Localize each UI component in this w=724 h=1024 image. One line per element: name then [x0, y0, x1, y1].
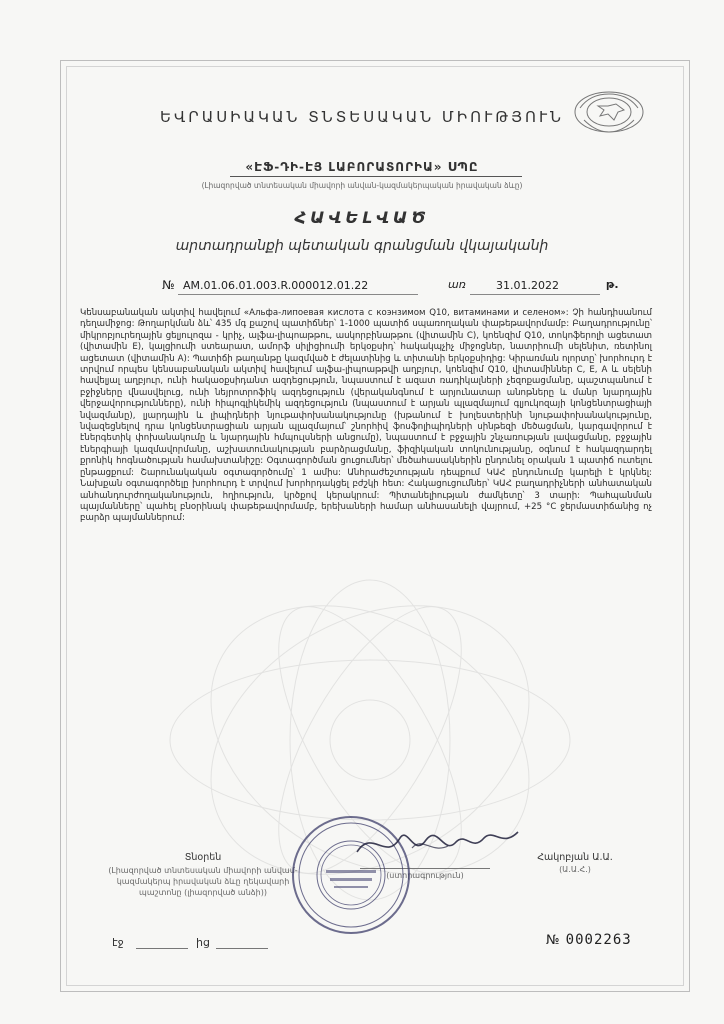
eaeu-emblem-icon	[570, 86, 648, 138]
signatory-name: Հակոբյան Ա.Ա.	[537, 852, 613, 863]
page-counter-prefix: էջ	[112, 936, 124, 949]
page-counter-blank-2	[216, 948, 268, 949]
form-number-sign: №	[546, 933, 561, 948]
laboratory-name-caption: (Լիազորված տնտեսական միավորի անվան-կազմակերպական իրավական ձևը)	[201, 181, 523, 190]
page-counter-mid: ից	[196, 936, 210, 949]
laboratory-name: «ԷՖ-ԴԻ-ԷՅ ԼԱԲՈՐԱՏՈՐԻԱ» ՍՊԸ	[245, 160, 479, 174]
signatory-caption: (Ա.Ա.Հ.)	[559, 865, 591, 874]
registration-number: AM.01.06.01.003.R.000012.01.22	[183, 279, 369, 292]
laboratory-name-underline	[230, 176, 522, 177]
document-title: ՀԱՎԵԼՎԱԾ	[294, 208, 430, 227]
union-name: ԵՎՐԱՍԻԱԿԱՆ ՏՆՏԵՍԱԿԱՆ ՄԻՈՒԹՅՈՒՆ	[160, 108, 564, 126]
handwritten-signature-icon	[352, 818, 522, 868]
signature-caption: (ստորագրություն)	[386, 871, 464, 880]
form-number-value: 0002263	[565, 932, 632, 948]
director-caption: (Լիազորված տնտեսական միավորի անվամ-կազմակերպ իրավական ձևը ղեկավարի պաշտոնը (լիազորված անձի))	[108, 866, 298, 897]
registration-number-row	[0, 278, 724, 298]
number-sign: №	[162, 278, 175, 292]
registration-date-underline	[470, 294, 600, 295]
registration-date: 31.01.2022	[496, 279, 559, 292]
product-description: Կենսաբանական ակտիվ հավելում «Альфа-липоевая кислота с коэнзимом Q10, витаминами и селеном»: Չի հանդիսանում դեղամիջոց: Թողարկման ձև՝ 435 մգ քաշով պատիճներ՝ 1-1000 պատիճ սպառողական փաթեթավորմամբ: Բաղադրությունը՝ միկրոբյուրեղային ցելյուլոզա - կրիչ, ալֆա-լիպոաթթու, ասկորբինաթթու (վիտամին C), կոենզիմ Q10, տոկոֆերոլի ացետատ (վիտամին E), կալցիումի ստեարատ, ամորֆ սիլիցիումի երկօքսիդ՝ հակակպչիչ միջոցներ, նատրիումի սելենիտ, ռետինոլ ացետատ (վիտամին A): Պատիճի թաղանթը կազմված է ժելատինից և տիտանի երկօքսիդից: Կիրառման ոլորտը՝ խորհուրդ է տրվում որպես կենսաբանական ակտիվ հավելում ալֆա-լիպոաթթվի աղբյուր, կոենզիմ Q10, վիտամիններ C, E, A և սելենի հավելյալ աղբյուր, ունի հակաօքսիդանտ ազդեցություն, նպաստում է ազատ ռադիկալների չեզոքացմանը, պաշտպանում է բջիջները վնասվելուց, ունի նեյրոտրոֆիկ ազդեցություն (վերականգնում է արյունատար անոթները և մանր նյարդային վերջավորությունները), ունի հիպոգլիկեմիկ ազդեցություն (նպաստում է արյան պլազմայում գլյուկոզայի կոնցենտրացիայի նվազմանը), լյարդային և լիպիդների նյութափոխանակությունը (խթանում է խոլեստերինի նյութափոխանակությունը, նվազեցնելով դրա կոնցենտրացիան արյան պլազմայում՝ շնորհիվ ֆոսֆոլիպիդների սինթեզի մեծացման, կարգավորում է էներգետիկ փոխանակումը և նյարդային հմպուլսների անցումը), նպաստում է բջջային շնչառության լավացմանը, բջջային էներգիայի կազմավորմանը, աշխատունակության բարձրացմանը, ֆիզիկական տոկունությանը, օգնում է հակազդարդել քրոնիկ հոգնածության համախտանիշը: Օգտագործման ցուցումներ՝ մեծահասակներին ընդունել օրական 1 պատիճ ուտելու ընթացքում: Շարունակական օգտագործումը՝ 1 ամիս: Անհրաժեշտության դեպքում ԿԱՀ ընդունումը կարելի է կրկնել: Նախքան օգտագործելը խորհուրդ է տրվում խորհրդակցել բժշկի հետ: Հակացուցումներ՝ ԿԱՀ բաղադրիչների անհատական անհանդուրժողականություն, հղիություն, կրծքով կերակրում: Պիտանելիության ժամկետը՝ 3 տարի: Պահպանման պայմանները՝ պահել բնօրինակ փաթեթավորմամբ, երեխաների համար անհասանելի վայրում, +25 °C ջերմաստիճանից ոչ բարձր պայմաններում:	[80, 308, 652, 524]
form-number	[546, 932, 632, 948]
year-suffix: թ.	[606, 278, 619, 291]
page-counter-blank-1	[136, 948, 188, 949]
director-role: Տնօրեն	[184, 852, 222, 863]
director-signature-block	[108, 852, 298, 898]
registration-number-underline	[178, 294, 418, 295]
signatory-name-block	[520, 852, 630, 874]
document-subtitle: արտադրանքի պետական գրանցման վկայականի	[175, 238, 549, 254]
date-word: առ	[448, 278, 466, 291]
